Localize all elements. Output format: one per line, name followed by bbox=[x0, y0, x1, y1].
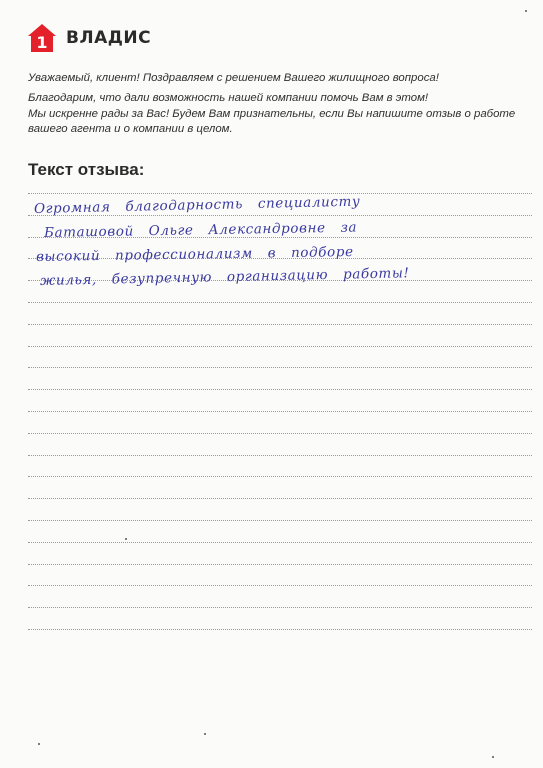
scan-speck bbox=[204, 733, 206, 735]
scan-speck bbox=[38, 743, 40, 745]
handwritten-line: высокий профессионализм в подборе bbox=[35, 244, 354, 265]
scan-speck bbox=[525, 10, 527, 12]
handwritten-line: Огромная благодарность специалисту bbox=[33, 193, 361, 217]
logo-digit: 1 bbox=[36, 33, 48, 52]
review-title: Текст отзыва: bbox=[28, 160, 145, 179]
scan-speck bbox=[492, 756, 494, 758]
handwritten-line: Баташовой Ольге Александровне за bbox=[43, 219, 358, 241]
intro-request-cont: вашего агента и о компании в целом. bbox=[28, 123, 233, 135]
scan-speck bbox=[125, 538, 127, 540]
intro-thanks: Благодарим, что дали возможность нашей компании помочь Вам в этом! bbox=[28, 92, 429, 104]
handwritten-line: жилья, безупречную организацию работы! bbox=[39, 265, 410, 289]
intro-request: Мы искренне рады за Вас! Будем Вам признательны, если Вы напишите отзыв о работе bbox=[28, 108, 516, 120]
intro-greeting: Уважаемый, клиент! Поздравляем с решением Вашего жилищного вопроса! bbox=[28, 72, 439, 84]
brand-name: ВЛАДИС bbox=[66, 28, 152, 48]
